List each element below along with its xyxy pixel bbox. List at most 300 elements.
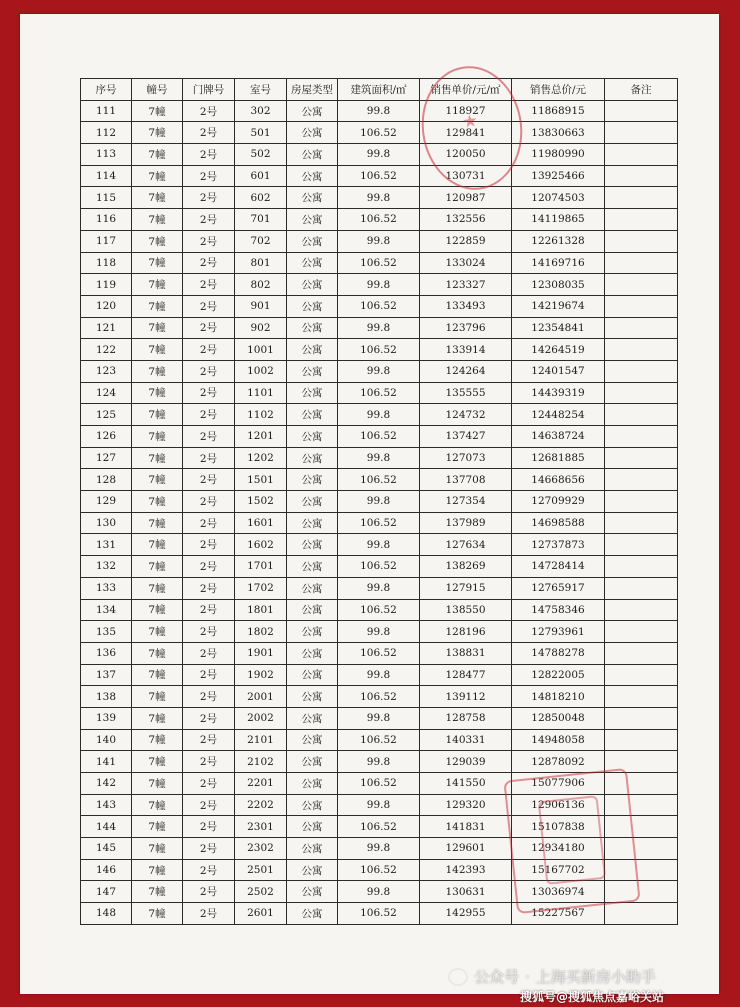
house-type-cell: 公寓: [287, 556, 338, 578]
unit-price-cell: 128477: [420, 664, 512, 686]
room-number-cell: 802: [235, 274, 287, 296]
total-price-cell: 12401547: [512, 360, 605, 382]
total-price-cell: 12354841: [512, 317, 605, 339]
house-type-cell: 公寓: [287, 165, 338, 187]
room-number-cell: 1101: [235, 382, 287, 404]
house-type-cell: 公寓: [287, 144, 338, 166]
area-cell: 106.52: [338, 816, 420, 838]
watermark-prefix: 公众号: [474, 968, 520, 986]
area-cell: 99.8: [338, 404, 420, 426]
unit-price-cell: 120050: [420, 144, 512, 166]
table-row: [81, 122, 678, 144]
door-number-cell: 2号: [183, 794, 235, 816]
serial-cell: 143: [81, 794, 132, 816]
door-number-cell: 2号: [183, 360, 235, 382]
house-type-cell: 公寓: [287, 664, 338, 686]
door-number-cell: 2号: [183, 382, 235, 404]
table-row: [81, 751, 678, 773]
area-cell: 106.52: [338, 209, 420, 231]
total-price-cell: 12261328: [512, 230, 605, 252]
total-price-cell: 15167702: [512, 859, 605, 881]
remark-cell: [605, 209, 678, 231]
remark-cell: [605, 187, 678, 209]
door-number-cell: 2号: [183, 187, 235, 209]
area-cell: 106.52: [338, 903, 420, 925]
unit-price-cell: 139112: [420, 686, 512, 708]
remark-cell: [605, 122, 678, 144]
unit-price-cell: 133914: [420, 339, 512, 361]
table-row: [81, 360, 678, 382]
area-cell: 99.8: [338, 230, 420, 252]
total-price-cell: 15107838: [512, 816, 605, 838]
serial-cell: 146: [81, 859, 132, 881]
house-type-cell: 公寓: [287, 447, 338, 469]
remark-cell: [605, 881, 678, 903]
area-cell: 106.52: [338, 165, 420, 187]
door-number-cell: 2号: [183, 252, 235, 274]
serial-cell: 117: [81, 230, 132, 252]
area-cell: 106.52: [338, 556, 420, 578]
door-number-cell: 2号: [183, 317, 235, 339]
building-cell: 7幢: [132, 838, 183, 860]
building-cell: 7幢: [132, 491, 183, 513]
serial-cell: 119: [81, 274, 132, 296]
unit-price-cell: 142955: [420, 903, 512, 925]
house-type-cell: 公寓: [287, 881, 338, 903]
remark-cell: [605, 230, 678, 252]
building-cell: 7幢: [132, 100, 183, 122]
room-number-cell: 1602: [235, 534, 287, 556]
remark-cell: [605, 404, 678, 426]
remark-cell: [605, 642, 678, 664]
column-header: 备注: [605, 79, 678, 101]
table-row: [81, 295, 678, 317]
total-price-cell: 13830663: [512, 122, 605, 144]
total-price-cell: 14439319: [512, 382, 605, 404]
house-type-cell: 公寓: [287, 187, 338, 209]
serial-cell: 147: [81, 881, 132, 903]
area-cell: 106.52: [338, 686, 420, 708]
area-cell: 106.52: [338, 729, 420, 751]
unit-price-cell: 128758: [420, 707, 512, 729]
unit-price-cell: 129320: [420, 794, 512, 816]
room-number-cell: 1802: [235, 621, 287, 643]
room-number-cell: 2002: [235, 707, 287, 729]
total-price-cell: 14698588: [512, 512, 605, 534]
door-number-cell: 2号: [183, 426, 235, 448]
table-row: [81, 773, 678, 795]
serial-cell: 134: [81, 599, 132, 621]
total-price-cell: 14668656: [512, 469, 605, 491]
area-cell: 106.52: [338, 599, 420, 621]
unit-price-cell: 138831: [420, 642, 512, 664]
house-type-cell: 公寓: [287, 642, 338, 664]
room-number-cell: 902: [235, 317, 287, 339]
table-row: [81, 859, 678, 881]
door-number-cell: 2号: [183, 274, 235, 296]
table-row: [81, 144, 678, 166]
building-cell: 7幢: [132, 187, 183, 209]
remark-cell: [605, 838, 678, 860]
building-cell: 7幢: [132, 295, 183, 317]
column-header: 室号: [235, 79, 287, 101]
house-type-cell: 公寓: [287, 122, 338, 144]
total-price-cell: 13925466: [512, 165, 605, 187]
total-price-cell: 12681885: [512, 447, 605, 469]
serial-cell: 140: [81, 729, 132, 751]
room-number-cell: 1102: [235, 404, 287, 426]
serial-cell: 122: [81, 339, 132, 361]
room-number-cell: 1002: [235, 360, 287, 382]
table-header-row: [81, 79, 678, 101]
unit-price-cell: 127634: [420, 534, 512, 556]
unit-price-cell: 141550: [420, 773, 512, 795]
building-cell: 7幢: [132, 274, 183, 296]
area-cell: 99.8: [338, 274, 420, 296]
area-cell: 106.52: [338, 773, 420, 795]
door-number-cell: 2号: [183, 469, 235, 491]
room-number-cell: 602: [235, 187, 287, 209]
area-cell: 106.52: [338, 469, 420, 491]
unit-price-cell: 122859: [420, 230, 512, 252]
door-number-cell: 2号: [183, 599, 235, 621]
table-row: [81, 707, 678, 729]
house-type-cell: 公寓: [287, 426, 338, 448]
unit-price-cell: 127073: [420, 447, 512, 469]
building-cell: 7幢: [132, 426, 183, 448]
room-number-cell: 2302: [235, 838, 287, 860]
remark-cell: [605, 447, 678, 469]
table-body: [81, 100, 678, 924]
remark-cell: [605, 426, 678, 448]
door-number-cell: 2号: [183, 447, 235, 469]
total-price-cell: 12878092: [512, 751, 605, 773]
remark-cell: [605, 491, 678, 513]
remark-cell: [605, 751, 678, 773]
serial-cell: 145: [81, 838, 132, 860]
door-number-cell: 2号: [183, 230, 235, 252]
building-cell: 7幢: [132, 686, 183, 708]
door-number-cell: 2号: [183, 122, 235, 144]
table-row: [81, 165, 678, 187]
door-number-cell: 2号: [183, 165, 235, 187]
remark-cell: [605, 729, 678, 751]
watermark-separator: ·: [525, 967, 530, 986]
area-cell: 99.8: [338, 881, 420, 903]
table-row: [81, 881, 678, 903]
area-cell: 99.8: [338, 100, 420, 122]
building-cell: 7幢: [132, 209, 183, 231]
table-row: [81, 252, 678, 274]
serial-cell: 136: [81, 642, 132, 664]
serial-cell: 111: [81, 100, 132, 122]
room-number-cell: 1202: [235, 447, 287, 469]
room-number-cell: 2101: [235, 729, 287, 751]
unit-price-cell: 123796: [420, 317, 512, 339]
column-header: 销售单价/元/㎡: [420, 79, 512, 101]
total-price-cell: 14264519: [512, 339, 605, 361]
house-type-cell: 公寓: [287, 382, 338, 404]
house-type-cell: 公寓: [287, 230, 338, 252]
area-cell: 106.52: [338, 512, 420, 534]
total-price-cell: 11868915: [512, 100, 605, 122]
door-number-cell: 2号: [183, 859, 235, 881]
house-type-cell: 公寓: [287, 729, 338, 751]
house-type-cell: 公寓: [287, 360, 338, 382]
total-price-cell: 12074503: [512, 187, 605, 209]
unit-price-cell: 130631: [420, 881, 512, 903]
door-number-cell: 2号: [183, 577, 235, 599]
room-number-cell: 2201: [235, 773, 287, 795]
door-number-cell: 2号: [183, 881, 235, 903]
wechat-icon: [448, 968, 468, 986]
house-type-cell: 公寓: [287, 686, 338, 708]
serial-cell: 121: [81, 317, 132, 339]
serial-cell: 120: [81, 295, 132, 317]
door-number-cell: 2号: [183, 491, 235, 513]
remark-cell: [605, 599, 678, 621]
door-number-cell: 2号: [183, 751, 235, 773]
table-row: [81, 729, 678, 751]
total-price-cell: 12709929: [512, 491, 605, 513]
table-row: [81, 187, 678, 209]
area-cell: 99.8: [338, 621, 420, 643]
building-cell: 7幢: [132, 621, 183, 643]
door-number-cell: 2号: [183, 686, 235, 708]
area-cell: 99.8: [338, 187, 420, 209]
house-type-cell: 公寓: [287, 274, 338, 296]
remark-cell: [605, 144, 678, 166]
table-row: [81, 642, 678, 664]
room-number-cell: 2502: [235, 881, 287, 903]
remark-cell: [605, 903, 678, 925]
price-table: [80, 78, 678, 925]
door-number-cell: 2号: [183, 773, 235, 795]
area-cell: 99.8: [338, 838, 420, 860]
room-number-cell: 1601: [235, 512, 287, 534]
unit-price-cell: 137427: [420, 426, 512, 448]
house-type-cell: 公寓: [287, 339, 338, 361]
area-cell: 106.52: [338, 295, 420, 317]
column-header: 门牌号: [183, 79, 235, 101]
remark-cell: [605, 686, 678, 708]
area-cell: 106.52: [338, 426, 420, 448]
door-number-cell: 2号: [183, 209, 235, 231]
table-row: [81, 491, 678, 513]
building-cell: 7幢: [132, 729, 183, 751]
serial-cell: 114: [81, 165, 132, 187]
door-number-cell: 2号: [183, 729, 235, 751]
house-type-cell: 公寓: [287, 100, 338, 122]
sohu-watermark: 搜狐号@搜狐焦点嘉峪关站: [520, 990, 665, 1004]
house-type-cell: 公寓: [287, 295, 338, 317]
area-cell: 106.52: [338, 339, 420, 361]
area-cell: 99.8: [338, 707, 420, 729]
door-number-cell: 2号: [183, 339, 235, 361]
unit-price-cell: 133493: [420, 295, 512, 317]
serial-cell: 131: [81, 534, 132, 556]
unit-price-cell: 127354: [420, 491, 512, 513]
room-number-cell: 302: [235, 100, 287, 122]
unit-price-cell: 140331: [420, 729, 512, 751]
building-cell: 7幢: [132, 469, 183, 491]
house-type-cell: 公寓: [287, 404, 338, 426]
column-header: 销售总价/元: [512, 79, 605, 101]
building-cell: 7幢: [132, 859, 183, 881]
room-number-cell: 2001: [235, 686, 287, 708]
building-cell: 7幢: [132, 230, 183, 252]
room-number-cell: 1801: [235, 599, 287, 621]
area-cell: 99.8: [338, 664, 420, 686]
building-cell: 7幢: [132, 751, 183, 773]
unit-price-cell: 127915: [420, 577, 512, 599]
door-number-cell: 2号: [183, 903, 235, 925]
building-cell: 7幢: [132, 903, 183, 925]
house-type-cell: 公寓: [287, 816, 338, 838]
serial-cell: 127: [81, 447, 132, 469]
table-row: [81, 903, 678, 925]
building-cell: 7幢: [132, 339, 183, 361]
door-number-cell: 2号: [183, 144, 235, 166]
serial-cell: 116: [81, 209, 132, 231]
building-cell: 7幢: [132, 599, 183, 621]
unit-price-cell: 124264: [420, 360, 512, 382]
serial-cell: 124: [81, 382, 132, 404]
unit-price-cell: 138269: [420, 556, 512, 578]
table-row: [81, 404, 678, 426]
table-row: [81, 816, 678, 838]
total-price-cell: 12793961: [512, 621, 605, 643]
room-number-cell: 1901: [235, 642, 287, 664]
serial-cell: 128: [81, 469, 132, 491]
door-number-cell: 2号: [183, 556, 235, 578]
total-price-cell: 12765917: [512, 577, 605, 599]
remark-cell: [605, 773, 678, 795]
document-page: [20, 14, 719, 994]
room-number-cell: 1902: [235, 664, 287, 686]
table-row: [81, 447, 678, 469]
door-number-cell: 2号: [183, 100, 235, 122]
remark-cell: [605, 469, 678, 491]
serial-cell: 115: [81, 187, 132, 209]
area-cell: 99.8: [338, 577, 420, 599]
remark-cell: [605, 621, 678, 643]
table-row: [81, 577, 678, 599]
total-price-cell: 12737873: [512, 534, 605, 556]
serial-cell: 125: [81, 404, 132, 426]
building-cell: 7幢: [132, 664, 183, 686]
unit-price-cell: 138550: [420, 599, 512, 621]
building-cell: 7幢: [132, 165, 183, 187]
room-number-cell: 2102: [235, 751, 287, 773]
serial-cell: 135: [81, 621, 132, 643]
area-cell: 99.8: [338, 447, 420, 469]
serial-cell: 112: [81, 122, 132, 144]
door-number-cell: 2号: [183, 707, 235, 729]
remark-cell: [605, 577, 678, 599]
unit-price-cell: 124732: [420, 404, 512, 426]
total-price-cell: 15077906: [512, 773, 605, 795]
total-price-cell: 14119865: [512, 209, 605, 231]
building-cell: 7幢: [132, 773, 183, 795]
table-row: [81, 838, 678, 860]
table-row: [81, 209, 678, 231]
table-row: [81, 534, 678, 556]
total-price-cell: 14728414: [512, 556, 605, 578]
door-number-cell: 2号: [183, 838, 235, 860]
total-price-cell: 15227567: [512, 903, 605, 925]
remark-cell: [605, 707, 678, 729]
house-type-cell: 公寓: [287, 577, 338, 599]
house-type-cell: 公寓: [287, 773, 338, 795]
total-price-cell: 12448254: [512, 404, 605, 426]
house-type-cell: 公寓: [287, 621, 338, 643]
serial-cell: 126: [81, 426, 132, 448]
house-type-cell: 公寓: [287, 209, 338, 231]
serial-cell: 133: [81, 577, 132, 599]
remark-cell: [605, 360, 678, 382]
house-type-cell: 公寓: [287, 859, 338, 881]
room-number-cell: 901: [235, 295, 287, 317]
house-type-cell: 公寓: [287, 599, 338, 621]
remark-cell: [605, 382, 678, 404]
serial-cell: 123: [81, 360, 132, 382]
column-header: 建筑面积/㎡: [338, 79, 420, 101]
serial-cell: 141: [81, 751, 132, 773]
unit-price-cell: 129039: [420, 751, 512, 773]
area-cell: 99.8: [338, 794, 420, 816]
house-type-cell: 公寓: [287, 317, 338, 339]
remark-cell: [605, 100, 678, 122]
total-price-cell: 14169716: [512, 252, 605, 274]
door-number-cell: 2号: [183, 816, 235, 838]
remark-cell: [605, 512, 678, 534]
wechat-watermark: [448, 966, 656, 987]
door-number-cell: 2号: [183, 404, 235, 426]
table-row: [81, 556, 678, 578]
table-row: [81, 686, 678, 708]
serial-cell: 144: [81, 816, 132, 838]
building-cell: 7幢: [132, 534, 183, 556]
building-cell: 7幢: [132, 707, 183, 729]
door-number-cell: 2号: [183, 642, 235, 664]
house-type-cell: 公寓: [287, 469, 338, 491]
room-number-cell: 801: [235, 252, 287, 274]
building-cell: 7幢: [132, 794, 183, 816]
table-row: [81, 382, 678, 404]
room-number-cell: 2301: [235, 816, 287, 838]
column-header: 序号: [81, 79, 132, 101]
price-table-wrapper: [80, 78, 677, 925]
watermark-account-name: 上海买新房小助手: [535, 968, 656, 986]
serial-cell: 132: [81, 556, 132, 578]
total-price-cell: 14948058: [512, 729, 605, 751]
serial-cell: 137: [81, 664, 132, 686]
room-number-cell: 1502: [235, 491, 287, 513]
building-cell: 7幢: [132, 642, 183, 664]
total-price-cell: 14818210: [512, 686, 605, 708]
area-cell: 106.52: [338, 122, 420, 144]
room-number-cell: 1702: [235, 577, 287, 599]
building-cell: 7幢: [132, 252, 183, 274]
total-price-cell: 13036974: [512, 881, 605, 903]
table-row: [81, 469, 678, 491]
total-price-cell: 14638724: [512, 426, 605, 448]
remark-cell: [605, 556, 678, 578]
unit-price-cell: 141831: [420, 816, 512, 838]
unit-price-cell: 137708: [420, 469, 512, 491]
area-cell: 99.8: [338, 751, 420, 773]
